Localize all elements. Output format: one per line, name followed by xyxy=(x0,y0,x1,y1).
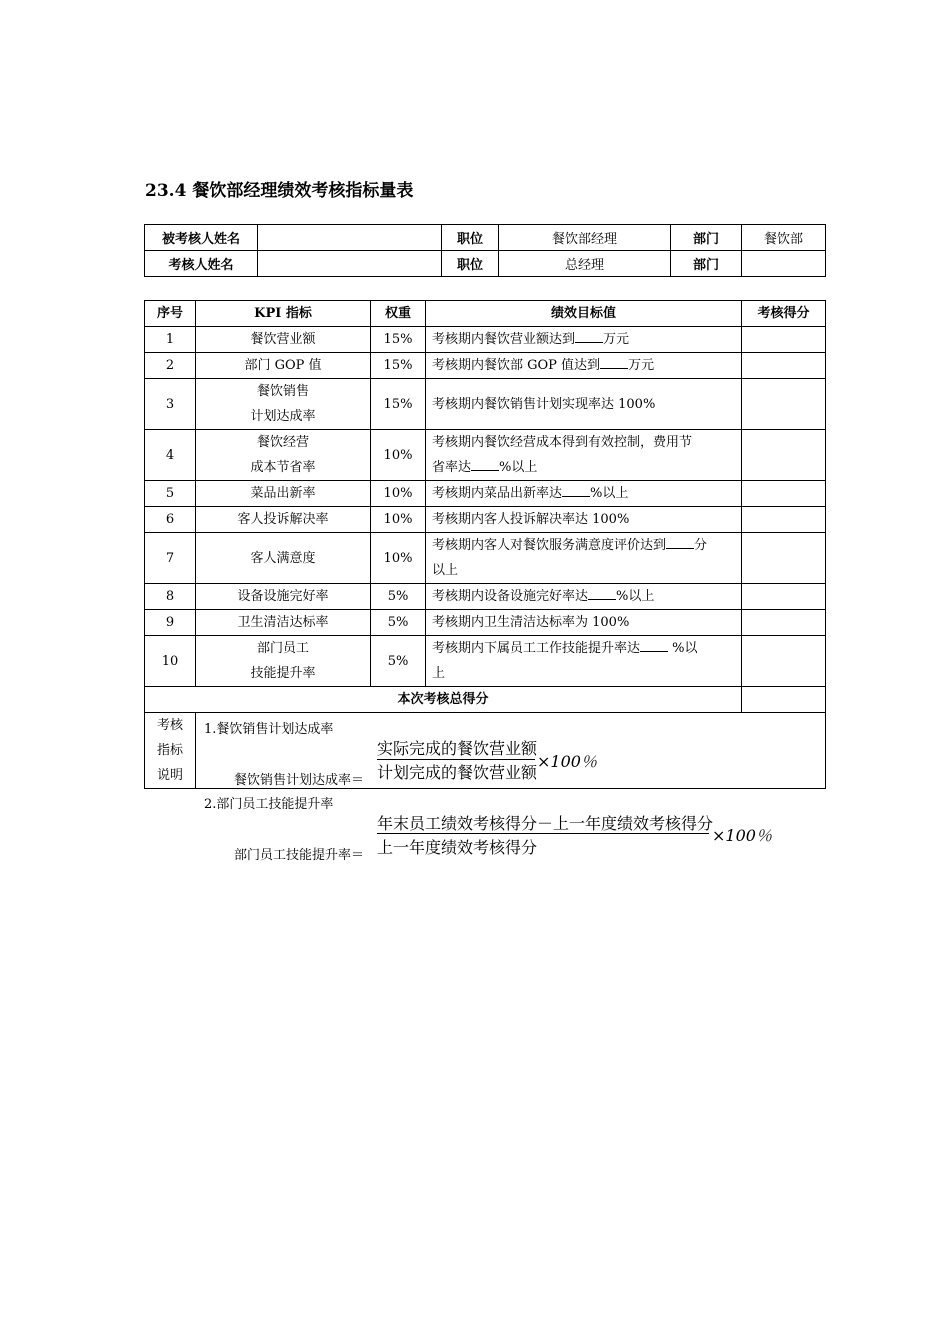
kpi-target xyxy=(426,481,742,507)
assessor-name-field[interactable] xyxy=(258,251,442,277)
target-unit: %以 xyxy=(668,641,698,656)
notes-label-line1: 考核 xyxy=(156,718,183,733)
department-label: 部门 xyxy=(671,225,742,251)
row-no: 3 xyxy=(145,379,196,430)
kpi-name xyxy=(196,379,371,430)
kpi-name xyxy=(196,430,371,481)
kpi-target xyxy=(426,353,742,379)
assessor-name-label: 考核人姓名 xyxy=(145,251,258,277)
target-text: 考核期内下属员工工作技能提升率达 xyxy=(432,641,641,656)
row-no: 1 xyxy=(145,327,196,353)
score-cell[interactable] xyxy=(742,379,826,430)
target-unit: %以上 xyxy=(590,486,629,501)
department-label: 部门 xyxy=(671,251,742,277)
kpi-name: 卫生清洁达标率 xyxy=(196,610,371,636)
kpi-target: 考核期内客人投诉解决率达 100% xyxy=(426,507,742,533)
kpi-name: 菜品出新率 xyxy=(196,481,371,507)
position-label: 职位 xyxy=(442,225,499,251)
kpi-target: 考核期内餐饮销售计划实现率达 100% xyxy=(426,379,742,430)
assessee-department-value: 餐饮部 xyxy=(742,225,826,251)
formula2-numerator: 年末员工绩效考核得分－上一年度绩效考核得分 xyxy=(377,814,714,833)
fill-in-blank[interactable] xyxy=(640,637,668,652)
score-cell[interactable] xyxy=(742,507,826,533)
header-weight: 权重 xyxy=(371,301,426,327)
total-row xyxy=(145,687,826,713)
kpi-weight: 15% xyxy=(371,379,426,430)
kpi-target: 考核期内卫生清洁达标率为 100% xyxy=(426,610,742,636)
table-row xyxy=(145,533,826,584)
score-cell[interactable] xyxy=(742,353,826,379)
kpi-table xyxy=(144,300,826,863)
header-target: 绩效目标值 xyxy=(426,301,742,327)
kpi-name-line2: 计划达成率 xyxy=(250,409,316,424)
score-cell[interactable] xyxy=(742,327,826,353)
table-row xyxy=(145,481,826,507)
fill-in-blank[interactable] xyxy=(666,534,694,549)
header-kpi: KPI 指标 xyxy=(196,301,371,327)
score-cell[interactable] xyxy=(742,610,826,636)
kpi-name-line1: 餐饮销售 xyxy=(256,384,309,399)
assessee-name-label: 被考核人姓名 xyxy=(145,225,258,251)
assessee-row xyxy=(145,225,826,251)
row-no: 4 xyxy=(145,430,196,481)
target-text: 考核期内餐饮部 GOP 值达到 xyxy=(432,358,601,373)
notes-label-line2: 指标 xyxy=(156,743,183,758)
target-text-cont: 上 xyxy=(432,666,446,681)
row-no: 7 xyxy=(145,533,196,584)
score-cell[interactable] xyxy=(742,430,826,481)
table-row xyxy=(145,507,826,533)
assessee-info-table xyxy=(144,224,826,277)
row-no: 9 xyxy=(145,610,196,636)
assessor-department-value[interactable] xyxy=(742,251,826,277)
table-row xyxy=(145,353,826,379)
fill-in-blank[interactable] xyxy=(588,585,616,600)
kpi-header-row xyxy=(145,301,826,327)
total-score-label: 本次考核总得分 xyxy=(145,687,742,713)
kpi-name: 部门 GOP 值 xyxy=(196,353,371,379)
kpi-target xyxy=(426,584,742,610)
target-text: 考核期内客人对餐饮服务满意度评价达到 xyxy=(432,538,667,553)
assessee-position-value: 餐饮部经理 xyxy=(499,225,671,251)
fill-in-blank[interactable] xyxy=(600,354,628,369)
kpi-weight: 10% xyxy=(371,533,426,584)
table-row xyxy=(145,430,826,481)
table-row xyxy=(145,584,826,610)
target-unit: 分 xyxy=(694,538,708,553)
table-row xyxy=(145,610,826,636)
score-cell[interactable] xyxy=(742,584,826,610)
kpi-name: 客人满意度 xyxy=(196,533,371,584)
row-no: 2 xyxy=(145,353,196,379)
formula2-fraction-bar xyxy=(377,833,709,834)
assessee-name-field[interactable] xyxy=(258,225,442,251)
kpi-target xyxy=(426,327,742,353)
row-no: 8 xyxy=(145,584,196,610)
table-row xyxy=(145,327,826,353)
kpi-weight: 10% xyxy=(371,430,426,481)
formula1-denominator: 计划完成的餐饮营业额 xyxy=(377,763,538,782)
target-unit: 万元 xyxy=(628,358,655,373)
kpi-weight: 15% xyxy=(371,327,426,353)
assessor-position-value: 总经理 xyxy=(499,251,671,277)
kpi-name: 客人投诉解决率 xyxy=(196,507,371,533)
formula1-title: 1.餐饮销售计划达成率 xyxy=(204,722,334,737)
header-no: 序号 xyxy=(145,301,196,327)
formula1-numerator: 实际完成的餐饮营业额 xyxy=(377,739,538,758)
position-label: 职位 xyxy=(442,251,499,277)
score-cell[interactable] xyxy=(742,636,826,687)
page-title: 23.4 餐饮部经理绩效考核指标量表 xyxy=(145,181,414,201)
header-score: 考核得分 xyxy=(742,301,826,327)
target-text: 考核期内菜品出新率达 xyxy=(432,486,563,501)
total-score-cell[interactable] xyxy=(742,687,826,713)
formula2-multiplier: ×100％ xyxy=(712,826,772,845)
table-row xyxy=(145,636,826,687)
kpi-target xyxy=(426,430,742,481)
formula2-denominator: 上一年度绩效考核得分 xyxy=(377,838,538,857)
notes-label-line3: 说明 xyxy=(156,768,183,783)
assessor-row xyxy=(145,251,826,277)
kpi-weight: 15% xyxy=(371,353,426,379)
kpi-name: 设备设施完好率 xyxy=(196,584,371,610)
kpi-weight: 5% xyxy=(371,610,426,636)
kpi-weight: 10% xyxy=(371,481,426,507)
target-unit: %以上 xyxy=(499,460,538,475)
formula1-lhs: 餐饮销售计划达成率＝ xyxy=(234,773,365,788)
notes-label xyxy=(145,713,196,789)
formula1-multiplier: ×100％ xyxy=(537,752,597,771)
fill-in-blank[interactable] xyxy=(471,456,499,471)
kpi-name-line1: 餐饮经营 xyxy=(256,435,309,450)
target-text: 考核期内设备设施完好率达 xyxy=(432,589,589,604)
table-row xyxy=(145,379,826,430)
notes-row xyxy=(145,713,826,789)
kpi-name: 餐饮营业额 xyxy=(196,327,371,353)
formula2-title: 2.部门员工技能提升率 xyxy=(204,797,334,812)
kpi-name-line2: 成本节省率 xyxy=(250,460,316,475)
target-unit: 万元 xyxy=(603,332,630,347)
target-text-cont: 以上 xyxy=(432,563,459,578)
fill-in-blank[interactable] xyxy=(575,328,603,343)
kpi-weight: 5% xyxy=(371,584,426,610)
kpi-target xyxy=(426,533,742,584)
kpi-name xyxy=(196,636,371,687)
formula2-lhs: 部门员工技能提升率＝ xyxy=(234,848,365,863)
row-no: 10 xyxy=(145,636,196,687)
row-no: 5 xyxy=(145,481,196,507)
kpi-weight: 5% xyxy=(371,636,426,687)
fill-in-blank[interactable] xyxy=(562,482,590,497)
score-cell[interactable] xyxy=(742,533,826,584)
target-text: 考核期内餐饮营业额达到 xyxy=(432,332,576,347)
kpi-weight: 10% xyxy=(371,507,426,533)
kpi-name-line2: 技能提升率 xyxy=(250,666,316,681)
target-text: 考核期内餐饮经营成本得到有效控制，费用节 xyxy=(432,435,693,450)
kpi-name-line1: 部门员工 xyxy=(256,641,309,656)
notes-content xyxy=(196,713,826,863)
target-unit: %以上 xyxy=(616,589,655,604)
row-no: 6 xyxy=(145,507,196,533)
kpi-target xyxy=(426,636,742,687)
score-cell[interactable] xyxy=(742,481,826,507)
target-text-cont: 省率达 xyxy=(432,460,472,475)
